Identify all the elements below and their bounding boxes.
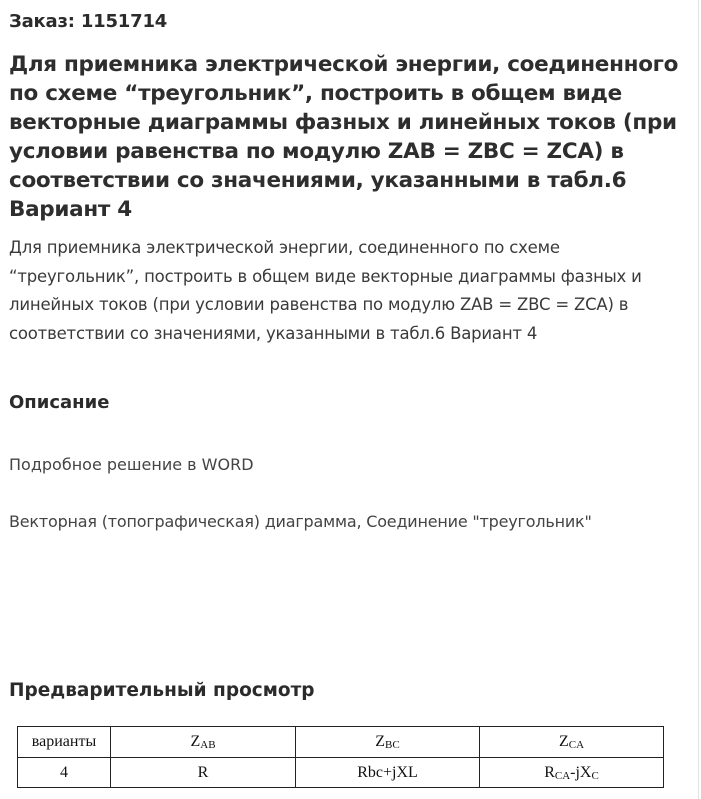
cell-zca: $R_{CA}-jX_C$	[480, 758, 664, 788]
header-cell-zca: $Z_{CA}$	[480, 727, 664, 758]
task-text: Для приемника электрической энергии, соединенного по схеме “треугольник”, построить в общем виде векторные диаграммы фазных и линейных токов (при условии равенства по модулю ZAB = ZBC = ZCA) в соответствии со значениями, указанными в табл.6 Вариант 4	[9, 238, 642, 343]
header-cell-variants: варианты	[18, 727, 111, 758]
description-line-1: Подробное решение в WORD	[9, 455, 254, 474]
table-header-row	[18, 727, 664, 758]
page-title: Для приемника электрической энергии, соединенного по схеме “треугольник”, построить в общем виде векторные диаграммы фазных и линейных токов (при условии равенства по модулю ZAB = ZBC = ZCA) в соответствии со значениями, указанными в табл.6 Вариант 4	[9, 52, 679, 222]
preview-heading: Предварительный просмотр	[9, 680, 315, 701]
cell-zab: R	[111, 758, 296, 788]
order-number: Заказ: 1151714	[9, 11, 168, 32]
header-cell-zbc: $Z_{BC}$	[296, 727, 480, 758]
description-heading: Описание	[9, 392, 110, 413]
header-cell-zab: $Z_{AB}$	[111, 727, 296, 758]
preview-table	[17, 726, 664, 788]
description-line-2: Векторная (топографическая) диаграмма, Соединение "треугольник"	[9, 512, 592, 531]
table-row	[18, 758, 664, 788]
cell-variant: 4	[18, 758, 111, 788]
cell-zbc: Rbc+jXL	[296, 758, 480, 788]
